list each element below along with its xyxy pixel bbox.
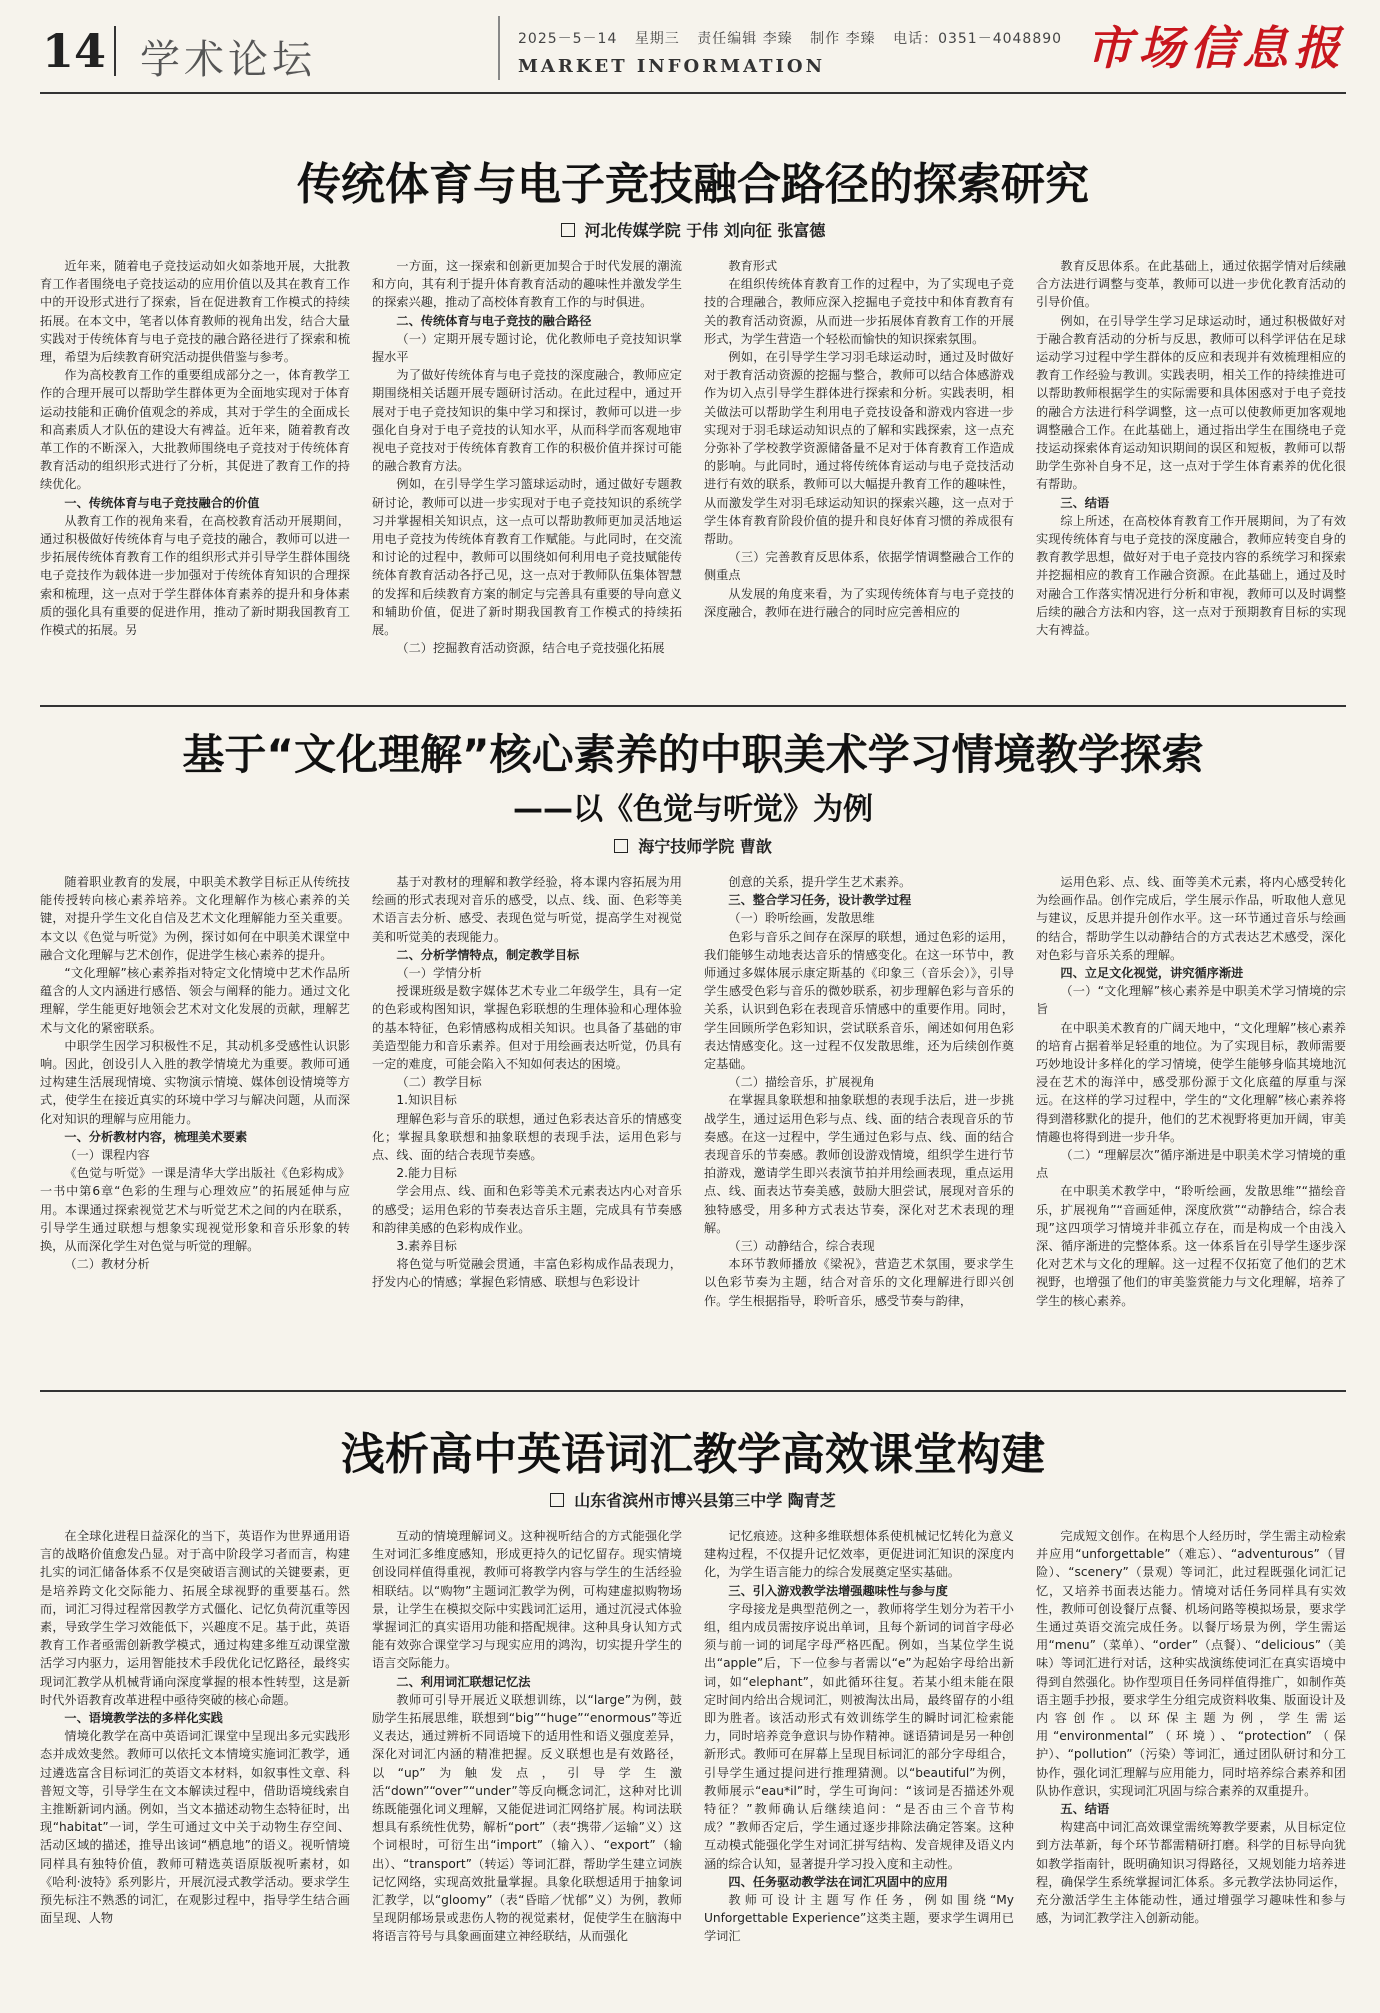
- article3-column-4: [1036, 1527, 1346, 2013]
- article-3-columns: [40, 1527, 1346, 2013]
- article-1-title: 传统体育与电子竞技融合路径的探索研究: [297, 159, 1089, 210]
- paragraph: 情境化教学在高中英语词汇课堂中呈现出多元实践形态并成效斐然。教师可以依托文本情境实施词汇教学，通过遴选富含目标词汇的英语文本材料，如叙事性文章、科普短文等，引导学生在文本解读过程中，借助语境线索自主推断新词内涵。例如，当文本描述动物生态特征时，出现“habitat”一词，学生可通过文中关于动物生存空间、活动区域的描述，推导出该词“栖息地”的语义。视听情境同样具有独特价值，教师可精选英语原版视听素材，如《哈利·波特》系列影片，开展沉浸式教学活动。要求学生预先标注不熟悉的词汇，在观影过程中，指导学生结合画面呈现、人物: [40, 1729, 350, 1926]
- article2-column-4: [1036, 873, 1346, 1361]
- article-2-byline: [40, 834, 1346, 857]
- section-heading: （二）描绘音乐，扩展视角: [728, 1075, 875, 1090]
- article1-column-1: [40, 257, 350, 717]
- section-heading: 二、利用词汇联想记忆法: [396, 1674, 531, 1689]
- article2-column-1: [40, 873, 350, 1361]
- paragraph: 例如，在引导学生学习篮球运动时，通过做好专题教研讨论，教师可以进一步实现对于电子竞技知识的系统学习并掌握相关知识点，这一点可以帮助教师更加灵活地运用电子竞技为传统体育教育工作赋能。与此同时，在交流和讨论的过程中，教师可以围绕如何利用电子竞技赋能传统体育教育活动各抒己见，这一点对于教师队伍集体智慧的发挥和后续教育方案的制定与完善具有重要的导向意义和辅助价值，促进了新时期我国教育工作模式的持续拓展。: [372, 477, 682, 638]
- paragraph: 教育反思体系。在此基础上，通过依据学情对后续融合方法进行调整与变革，教师可以进一步优化教育活动的引导价值。: [1036, 259, 1346, 310]
- paragraph: 在中职美术教学中，“聆听绘画，发散思维”“描绘音乐，扩展视角”“音画延伸，深度欣赏”“动静结合，综合表现”这四项学习情境并非孤立存在，而是构成一个由浅入深、循序渐进的完整体系。这一体系旨在引导学生逐步深化对艺术与文化的理解。这一过程不仅拓宽了他们的艺术视野，也增强了他们的审美鉴赏能力与文化理解，培养了学生的核心素养。: [1036, 1184, 1346, 1308]
- article-1-byline: [40, 218, 1346, 241]
- section-heading: 五、结语: [1060, 1802, 1110, 1817]
- section-heading: （一）“文化理解”核心素养是中职美术学习情境的宗旨: [1036, 984, 1346, 1017]
- article-divider-1: [40, 705, 1346, 707]
- issue-editor: 责任编辑 李臻: [697, 31, 793, 47]
- section-heading: 1.知识目标: [396, 1093, 457, 1108]
- section-heading: （二）“理解层次”循序渐进是中职美术学习情境的重点: [1036, 1148, 1346, 1181]
- article3-column-1: [40, 1527, 350, 2013]
- paragraph: 从教育工作的视角来看，在高校教育活动开展期间，通过积极做好传统体育与电子竞技的融合，教师可以进一步拓展传统体育教育工作的组织形式并引导学生群体围绕电子竞技作为载体进一步加强对于传统体育知识的合理探索和梳理，这一点对于学生群体体育素养的提升和身体素质的强化具有重要的促进作用，推动了新时期我国教育工作模式的拓展。另: [40, 513, 350, 638]
- section-heading: 一、语境教学法的多样化实践: [64, 1711, 223, 1726]
- article-3-authors: 山东省滨州市博兴县第三中学 陶青芝: [574, 1491, 836, 1510]
- section-heading: （一）聆听绘画，发散思维: [728, 911, 875, 926]
- section-heading: 一、传统体育与电子竞技融合的价值: [64, 495, 260, 510]
- paragraph: 色彩与音乐之间存在深厚的联想，通过色彩的运用，我们能够生动地表达音乐的情感变化。在这一环节中，教师通过多媒体展示康定斯基的《印象三（音乐会）》，引导学生感受色彩与音乐的微妙联系，初步理解色彩与音乐的关系，认识到色彩在表现音乐情感中的重要作用。同时，学生回顾所学色彩知识，尝试联系音乐，阐述如何用色彩表达情感变化。这一过程不仅发散思维，还为后续创作奠定基础。: [704, 929, 1014, 1072]
- issue-phone: 电话：0351－4048890: [893, 31, 1063, 47]
- article-3-byline: [40, 1488, 1346, 1511]
- article-2-subtitle: ——以《色觉与听觉》为例: [513, 792, 873, 827]
- section-heading: 三、整合学习任务，设计教学过程: [728, 893, 912, 908]
- article-3: [40, 1418, 1346, 2013]
- paragraph: 作为高校教育工作的重要组成部分之一，体育教学工作的合理开展可以帮助学生群体更为全面地实现对于体育运动技能和正确价值观念的养成，其对于学生的全面成长和高素质人才队伍的建设大有裨益。近年来，随着教育改革工作的不断深入，大批教师围绕电子竞技对于传统体育教育活动的组织形式进行了分析，其促进了教育工作的持续优化。: [40, 368, 350, 492]
- article-divider-2: [40, 1390, 1346, 1392]
- article-2-authors: 海宁技师学院 曹歆: [638, 837, 772, 856]
- paragraph: 字母接龙是典型范例之一，教师将学生划分为若干小组，组内成员需按序说出单词，且每个新词的词首字母必须与前一词的词尾字母严格匹配。例如，当某位学生说出“apple”后，下一位参与者需以“e”为起始字母给出新词，如“elephant”，如此循环往复。若某小组未能在限定时间内给出合规词汇，则被淘汰出局，最终留存的小组即为胜者。该活动形式有效训练学生的瞬时词汇检索能力，同时培养竞争意识与协作精神。谜语猜词是另一种创新形式。教师可在屏幕上呈现目标词汇的部分字母组合，引导学生通过提问进行推理猜测。以“beautiful”为例，教师展示“eau*il”时，学生可询问：“该词是否描述外观特征？”教师确认后继续追问：“是否由三个音节构成？”教师否定后，学生通过逐步排除法确定答案。这种互动模式能强化学生对词汇拼写结构、发音规律及语义内涵的综合认知，显著提升学习投入度和主动性。: [704, 1601, 1014, 1871]
- paragraph: 在组织传统体育教育工作的过程中，为了实现电子竞技的合理融合，教师应深入挖掘电子竞技中和体育教育有关的教育活动资源，从而进一步拓展体育教育工作的开展形式，为学生营造一个轻松而愉快的知识探索氛围。: [704, 277, 1014, 346]
- paragraph: “文化理解”核心素养指对特定文化情境中艺术作品所蕴含的人文内涵进行感悟、领会与阐释的能力。通过文化理解，学生能更好地领会艺术对文化发展的贡献，理解艺术与文化的紧密联系。: [40, 966, 350, 1035]
- paragraph: 例如，在引导学生学习足球运动时，通过积极做好对于融合教育活动的分析与反思，教师可以科学评估在足球运动学习过程中学生群体的反应和表现并有效梳理相应的教育工作经验与教训。实践表明，相关工作的持续推进可以帮助教师根据学生的实际需要和具体困惑对于电子竞技的融合方法进行科学调整，这一点可以使教师更加客观地调整融合工作。在此基础上，通过指出学生在围绕电子竞技运动探索体育运动知识期间的误区和短板，教师可以帮助学生弥补自身不足，这一点对于学生体育素养的优化很有帮助。: [1036, 313, 1346, 492]
- issue-date: 2025－5－14: [518, 31, 618, 47]
- section-heading: 二、分析学情特点，制定教学目标: [396, 947, 580, 962]
- paragraph: 运用色彩、点、线、面等美术元素，将内心感受转化为绘画作品。创作完成后，学生展示作品，听取他人意见与建议，反思并提升创作水平。这一环节通过音乐与绘画的结合，帮助学生以动静结合的方式表达艺术感受，深化对色彩与音乐关系的理解。: [1036, 875, 1346, 962]
- paragraph: 近年来，随着电子竞技运动如火如荼地开展，大批教育工作者围绕电子竞技运动的应用价值以及其在教育工作中的开设形式进行了探索，旨在促进教育工作模式的持续拓展。在本文中，笔者以体育教师的视角出发，结合大量实践对于传统体育与电子竞技的融合路径进行了探索和梳理，希望为后续教育研究活动提供借鉴与参考。: [40, 259, 350, 365]
- section-heading: 二、传统体育与电子竞技的融合路径: [396, 313, 592, 328]
- section-heading: （二）教材分析: [64, 1257, 150, 1272]
- section-heading: （三）完善教育反思体系，依据学情调整融合工作的侧重点: [704, 550, 1014, 583]
- paragraph: 从发展的角度来看，为了实现传统体育与电子竞技的深度融合，教师在进行融合的同时应完善相应的: [704, 586, 1014, 619]
- article2-column-3: [704, 873, 1014, 1361]
- header-divider: [114, 26, 116, 76]
- byline-box-icon: [561, 223, 575, 237]
- english-masthead: MARKET INFORMATION: [518, 56, 826, 77]
- paragraph: 综上所述，在高校体育教育工作开展期间，为了有效实现传统体育与电子竞技的深度融合，教师应转变自身的教育教学思想，做好对于电子竞技内容的系统学习和探索并挖掘相应的教育工作融合资源。在此基础上，通过及时对融合工作落实情况进行分析和审视，教师可以及时调整后续的融合方法和内容，这一点对于预期教育目标的实现大有裨益。: [1036, 513, 1346, 638]
- paragraph: 在掌握具象联想和抽象联想的表现手法后，进一步挑战学生，通过运用色彩与点、线、面的结合表现音乐的节奏感。在这一过程中，学生通过色彩与点、线、面的结合表现音乐的节奏感。教师创设游戏情境，组织学生进行节拍游戏，邀请学生即兴表演节拍并用绘画表现，重点运用点、线、面表达节奏美感，鼓励大胆尝试，展现对音乐的独特感受，用多种方式表达节奏，深化对艺术表现的理解。: [704, 1093, 1014, 1235]
- paragraph: 为了做好传统体育与电子竞技的深度融合，教师应定期围绕相关话题开展专题研讨活动。在此过程中，通过开展对于电子竞技知识的集中学习和探讨，教师可以进一步强化自身对于电子竞技的认知水平，从而科学而客观地审视电子竞技对于传统体育教育工作的积极价值并探讨可能的融合教育方法。: [372, 368, 682, 474]
- section-heading: （三）动静结合，综合表现: [728, 1239, 875, 1254]
- paragraph: 中职学生因学习积极性不足，其动机多受感性认识影响。因此，创设引人入胜的教学情境尤为重要。教师可通过构建生活展现情境、实物演示情境、媒体创设情境等方式，使学生在接近真实的环境中学习与解决问题，从而深化对知识的理解与应用能力。: [40, 1038, 350, 1126]
- page-number: 14: [42, 24, 107, 78]
- paragraph: 一方面，这一探索和创新更加契合于时代发展的潮流和方向，其有利于提升体育教育活动的趣味性并激发学生的探索兴趣，推动了高校体育教育工作的与时俱进。: [372, 259, 682, 310]
- paragraph: 在中职美术教育的广阔天地中，“文化理解”核心素养的培育占据着举足轻重的地位。为了实现目标，教师需要巧妙地设计多样化的学习情境，使学生能够身临其境地沉浸在艺术的海洋中，感受那份源于文化底蕴的厚重与深远。在这样的学习过程中，学生的“文化理解”核心素养将得到潜移默化的提升，他们的艺术视野将更加开阔，审美情趣也将得到进一步升华。: [1036, 1020, 1346, 1144]
- section-heading: 四、立足文化视觉，讲究循序渐进: [1060, 966, 1244, 981]
- section-title: 学术论坛: [140, 37, 316, 83]
- paragraph: 本环节教师播放《梁祝》，营造艺术氛围，要求学生以色彩节奏为主题，结合对音乐的文化理解进行即兴创作。学生根据指导，聆听音乐，感受节奏与韵律，: [704, 1257, 1014, 1308]
- paragraph: 例如，在引导学生学习羽毛球运动时，通过及时做好对于教育活动资源的挖掘与整合，教师可以结合体感游戏作为切入点引导学生群体进行探索和分析。实践表明，相关做法可以帮助学生利用电子竞技设备和游戏内容进一步实现对于羽毛球运动知识点的了解和实践探索，这一点充分弥补了学校教学资源储备量不足对于体育教育工作造成的影响。与此同时，通过将传统体育运动与电子竞技活动进行有效的联系，教师可以大幅提升教育工作的趣味性，从而激发学生对羽毛球运动知识的探索兴趣，这一点对于学生体育教育阶段价值的提升和良好体育习惯的养成很有帮助。: [704, 350, 1014, 547]
- paragraph: 理解色彩与音乐的联想，通过色彩表达音乐的情感变化；掌握具象联想和抽象联想的表现手法，运用色彩与点、线、面的结合表现节奏感。: [372, 1111, 682, 1163]
- paragraph: 教师可引导开展近义联想训练，以“large”为例，鼓励学生拓展思维，联想到“big”“huge”“enormous”等近义表达，通过辨析不同语境下的适用性和语义强度差异，深化对词汇内涵的精准把握。反义联想也是有效路径，以“up”为触发点，引导学生激活“down”“over”“under”等反向概念词汇，这种对比训练既能强化词义理解，又能促进词汇网络扩展。构词法联想具有系统性优势，解析“port”（表“携带／运输”义）这个词根时，可衍生出“import”（输入）、“export”（输出）、“transport”（转运）等词汇群，帮助学生建立词族记忆网络，实现高效批量掌握。具象化联想适用于抽象词汇教学，以“gloomy”（表“昏暗／忧郁”义）为例，教师呈现阴郁场景或悲伤人物的视觉素材，促使学生在脑海中将语言符号与具象画面建立神经联结，从而强化: [372, 1692, 682, 1944]
- section-heading: （一）定期开展专题讨论，优化教师电子竞技知识掌握水平: [372, 331, 682, 365]
- paragraph: 学会用点、线、面和色彩等美术元素表达内心对音乐的感受；运用色彩的节奏表达音乐主题，完成具有节奏感和韵律美感的色彩构成作业。: [372, 1184, 682, 1235]
- section-heading: 3.素养目标: [396, 1239, 457, 1254]
- article-1: [40, 148, 1346, 717]
- paragraph: 构建高中词汇高效课堂需统筹教学要素，从目标定位到方法革新，每个环节都需精研打磨。科学的目标导向犹如教学指南针，既明确知识习得路径，又规划能力培养进程，确保学生系统掌握词汇体系。多元教学法协同运作，充分激活学生主体能动性，通过增强学习趣味性和参与感，为词汇教学注入创新动能。: [1036, 1820, 1346, 1926]
- section-heading: 一、分析教材内容，梳理美术要素: [64, 1129, 248, 1144]
- article3-column-3: [704, 1527, 1014, 2013]
- paragraph: 《色觉与听觉》一课是清华大学出版社《色彩构成》一书中第6章“色彩的生理与心理效应”的拓展延伸与应用。本课通过探索视觉艺术与听觉艺术之间的内在联系，引导学生通过联想与想象实现视觉形象和音乐形象的转换，从而深化学生对色觉与听觉的理解。: [40, 1166, 350, 1254]
- section-heading: 三、引入游戏教学法增强趣味性与参与度: [728, 1583, 948, 1598]
- article1-column-3: [704, 257, 1014, 717]
- page-header: [40, 0, 1346, 94]
- paragraph: 基于对教材的理解和教学经验，将本课内容拓展为用绘画的形式表现对音乐的感受，以点、线、面、色彩等美术语言去分析、感受、表现色觉与听觉，提高学生对视觉美和听觉美的表现能力。: [372, 875, 682, 944]
- paragraph: 互动的情境理解词义。这种视听结合的方式能强化学生对词汇多维度感知，形成更持久的记忆留存。现实情境创设同样值得重视，教师可将教学内容与学生的生活经验相联结。以“购物”主题词汇教学为例，可构建虚拟购物场景，让学生在模拟交际中实践词汇运用，通过沉浸式体验掌握词汇的真实语用功能和搭配规律。这种具身认知方式能有效弥合课堂学习与现实应用的鸿沟，切实提升学生的语言交际能力。: [372, 1529, 682, 1671]
- article3-column-2: [372, 1527, 682, 2013]
- paragraph: 将色觉与听觉融会贯通，丰富色彩构成作品表现力，抒发内心的情感；掌握色彩情感、联想与色彩设计: [372, 1257, 682, 1290]
- byline-box-icon: [550, 1493, 564, 1507]
- section-heading: （二）教学目标: [396, 1075, 482, 1090]
- issue-producer: 制作 李臻: [810, 31, 876, 47]
- header-divider-2: [498, 16, 500, 80]
- section-heading: （一）学情分析: [396, 966, 482, 981]
- issue-meta: [518, 28, 1074, 48]
- paragraph: 创意的关系，提升学生艺术素养。: [728, 875, 912, 889]
- paragraph: 记忆痕迹。这种多维联想体系使机械记忆转化为意义建构过程，不仅提升记忆效率，更促进词汇知识的深度内化，为学生语言能力的综合发展奠定坚实基础。: [704, 1529, 1014, 1580]
- section-heading: 2.能力目标: [396, 1166, 457, 1181]
- paragraph: 教师可设计主题写作任务，例如围绕“My Unforgettable Experience”这类主题，要求学生调用已学词汇: [704, 1893, 1014, 1944]
- article-2-columns: [40, 873, 1346, 1361]
- paragraph: 在全球化进程日益深化的当下，英语作为世界通用语言的战略价值愈发凸显。对于高中阶段学习者而言，构建扎实的词汇储备体系不仅是突破语言测试的关键要素，更是培养跨文化交际能力、拓展全球视野的重要基石。然而，词汇习得过程常因教学方式僵化、记忆负荷沉重等因素，导致学生学习效能低下，兴趣度不足。基于此，英语教育工作者亟需创新教学模式，通过构建多维互动课堂激活学习内驱力，运用智能技术手段优化记忆路径，最终实现词汇教学从机械背诵向深度掌握的根本性转型，这是新时代外语教育改革进程中亟待突破的核心命题。: [40, 1529, 350, 1707]
- newspaper-masthead-logo: 市场信息报: [1086, 21, 1346, 75]
- section-heading: （二）挖掘教育活动资源，结合电子竞技强化拓展: [396, 641, 665, 656]
- section-heading: （一）课程内容: [64, 1148, 150, 1163]
- article1-column-2: [372, 257, 682, 717]
- article-1-authors: 河北传媒学院 于伟 刘向征 张富德: [584, 221, 826, 240]
- section-heading: 四、任务驱动教学法在词汇巩固中的应用: [728, 1874, 948, 1889]
- paragraph: 教育形式: [728, 259, 778, 273]
- article2-column-2: [372, 873, 682, 1361]
- paragraph: 随着职业教育的发展，中职美术教学目标正从传统技能传授转向核心素养培养。文化理解作为核心素养的关键，对提升学生文化自信及艺术文化理解能力至关重要。本文以《色觉与听觉》为例，探讨如何在中职美术课堂中融合文化理解与艺术创作，促进学生核心素养的提升。: [40, 875, 350, 962]
- article-2: [40, 722, 1346, 1361]
- issue-weekday: 星期三: [634, 31, 680, 47]
- article1-column-4: [1036, 257, 1346, 717]
- paragraph: 完成短文创作。在构思个人经历时，学生需主动检索并应用“unforgettable”（难忘）、“adventurous”（冒险）、“scenery”（景观）等词汇，此过程既强化词汇记忆，又培养书面表达能力。情境对话任务同样具有实效性，教师可创设餐厅点餐、机场问路等模拟场景，要求学生通过英语交流完成任务。以餐厅场景为例，学生需运用“menu”（菜单）、“order”（点餐）、“delicious”（美味）等词汇进行对话，这种实战演练使词汇在真实语境中得到自然强化。协作型项目任务同样值得推广，如制作英语主题手抄报，要求学生分组完成资料收集、版面设计及内容创作。以环保主题为例，学生需运用“environmental”（环境）、“protection”（保护）、“pollution”（污染）等词汇，通过团队研讨和分工协作，强化词汇理解与应用能力，同时培养综合素养和团队协作意识，实现词汇巩固与综合素养的双重提升。: [1036, 1529, 1346, 1798]
- article-1-columns: [40, 257, 1346, 717]
- article-3-title: 浅析高中英语词汇教学高效课堂构建: [341, 1429, 1045, 1480]
- section-heading: 三、结语: [1060, 495, 1110, 510]
- paragraph: 授课班级是数字媒体艺术专业二年级学生，具有一定的色彩或构图知识，掌握色彩联想的生理体验和心理体验的基本特征，色彩情感构成相关知识。也具备了基础的审美造型能力和音乐素养。但对于用绘画表达听觉，仍具有一定的难度，可能会陷入不知如何表达的困境。: [372, 984, 682, 1072]
- article-2-title: 基于“文化理解”核心素养的中职美术学习情境教学探索: [182, 730, 1204, 779]
- byline-box-icon: [614, 839, 628, 853]
